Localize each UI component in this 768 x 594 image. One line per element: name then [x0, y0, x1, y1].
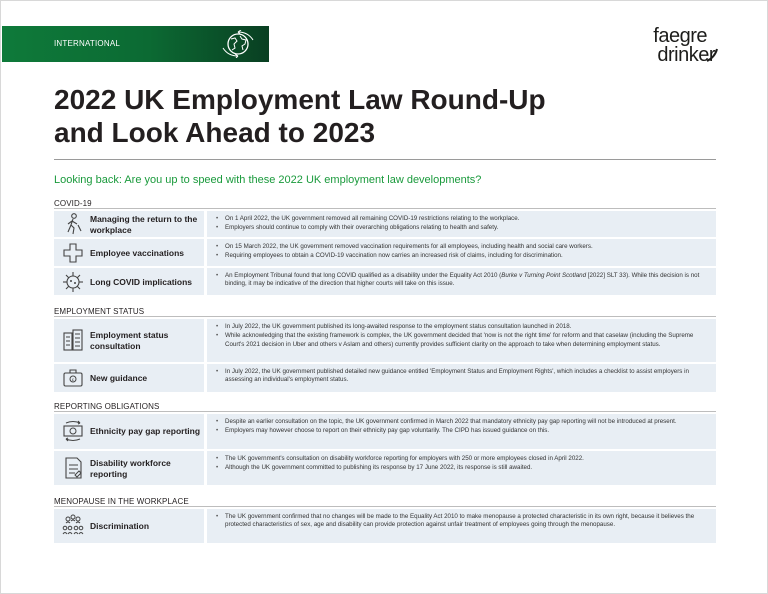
bullet-text: • The UK government confirmed that no changes will be made to the Equality Act 2010 to make menopause a protected characteristic in its own right, because it believes the protected characteristics of sex, age and disability can provide protection against unfair treatment of employees going through the menopause.: [215, 513, 708, 530]
table-row: [54, 268, 716, 295]
logo-swoosh-icon: [705, 47, 719, 63]
row-label-cell: [54, 364, 204, 392]
section-heading-menopause: MENOPAUSE IN THE WORKPLACE: [54, 497, 189, 506]
globe-icon: [220, 30, 256, 58]
bullet-text: • Despite an earlier consultation on the topic, the UK government confirmed in March 2022 that mandatory ethnicity pay gap reporting will not be introduced at present.: [215, 418, 708, 426]
bullet-text: • In July 2022, the UK government published its long-awaited response to the employment status consultation launched in 2018.: [215, 323, 708, 331]
bullet-text: • While acknowledging that the existing framework is complex, the UK government decided that 'now is not the right time' for reform and that caselaw (including the Supreme Court's 2021 decision in Uber and others v Aslam and others) currently provides sufficient clarity on the approach to take when determining employment status.: [215, 332, 708, 349]
row-content-cell: [207, 364, 716, 392]
row-label: Ethnicity pay gap reporting: [90, 426, 201, 436]
bullet-text: • Employers should continue to comply with their overarching obligations relating to health and safety.: [215, 224, 708, 232]
money-exchange-icon: [60, 418, 86, 444]
logo-line-1: faegre: [653, 25, 707, 47]
row-label: New guidance: [90, 373, 148, 383]
buildings-icon: [60, 327, 86, 353]
people-group-icon: [60, 513, 86, 539]
report-document-icon: [60, 455, 86, 481]
section-heading-covid: COVID-19: [54, 199, 92, 208]
medical-cross-icon: [60, 240, 86, 266]
section-heading-employment-status: EMPLOYMENT STATUS: [54, 307, 145, 316]
logo-line-2: drinker: [657, 44, 715, 66]
walking-person-icon: [60, 211, 86, 237]
title-line-2: and Look Ahead to 2023: [54, 117, 376, 148]
bullet-text: • Requiring employees to obtain a COVID-19 vaccination now carries an increased risk of claims, including for discrimination.: [215, 252, 708, 260]
row-label-cell: [54, 509, 204, 543]
row-label: Disability workforce reporting: [90, 458, 171, 479]
row-label-cell: [54, 211, 204, 237]
row-label-cell: [54, 414, 204, 449]
bullet-text: • Although the UK government committed to publishing its response by 17 June 2022, its response is still awaited.: [215, 464, 708, 472]
row-content-cell: [207, 211, 716, 237]
table-row: [54, 451, 716, 485]
bullet-text: • In July 2022, the UK government published detailed new guidance entitled 'Employment Status and Employment Rights', which includes a checklist to assist employers in assessing an individual's employment status.: [215, 368, 708, 385]
bullet-text: • An Employment Tribunal found that long COVID qualified as a disability under the Equality Act 2010 (Burke v Turning Point Scotland [2022] SLT 33). While this decision is not binding, it may be indicative of the direction that higher courts will take on this issue.: [215, 272, 708, 289]
row-label: Employee vaccinations: [90, 248, 185, 258]
section-heading-reporting: REPORTING OBLIGATIONS: [54, 402, 160, 411]
subtitle: Looking back: Are you up to speed with these 2022 UK employment law developments?: [54, 174, 482, 186]
row-label-cell: [54, 239, 204, 266]
row-label-cell: [54, 319, 204, 362]
row-label-cell: [54, 268, 204, 295]
table-row: [54, 239, 716, 266]
row-label: Long COVID implications: [90, 277, 193, 287]
bullet-text: • The UK government's consultation on disability workforce reporting for employers with 250 or more employees closed in April 2022.: [215, 455, 708, 463]
section-divider: [54, 316, 716, 317]
row-label: Managing the return to the workplace: [90, 214, 198, 235]
section-divider: [54, 411, 716, 412]
row-content-cell: [207, 319, 716, 362]
bullet-text: • Employers may however choose to report on their ethnicity pay gap voluntarily. The CIPD has issued guidance on this.: [215, 427, 708, 435]
row-content-cell: [207, 509, 716, 543]
row-content-cell: [207, 451, 716, 485]
table-row: [54, 211, 716, 237]
bullet-text: • On 15 March 2022, the UK government removed vaccination requirements for all employees, including health and social care workers.: [215, 243, 708, 251]
table-row: [54, 509, 716, 543]
virus-icon: [60, 269, 86, 295]
banner-label: INTERNATIONAL: [54, 39, 121, 48]
section-divider: [54, 208, 716, 209]
briefcase-icon: [60, 365, 86, 391]
faegre-drinker-logo: [653, 27, 715, 65]
row-label: Employment status consultation: [90, 330, 169, 351]
row-label: Discrimination: [90, 521, 150, 531]
bullet-text: • On 1 April 2022, the UK government removed all remaining COVID-19 restrictions relating to the workplace.: [215, 215, 708, 223]
row-content-cell: [207, 414, 716, 449]
table-row: [54, 414, 716, 449]
table-row: [54, 364, 716, 392]
row-label-cell: [54, 451, 204, 485]
svg-text:£: £: [71, 377, 75, 382]
title-line-1: 2022 UK Employment Law Round-Up: [54, 84, 546, 115]
page-title: [54, 83, 674, 149]
title-divider: [54, 159, 716, 160]
section-divider: [54, 506, 716, 507]
row-content-cell: [207, 239, 716, 266]
row-content-cell: [207, 268, 716, 295]
category-banner: [2, 26, 269, 62]
table-row: [54, 319, 716, 362]
